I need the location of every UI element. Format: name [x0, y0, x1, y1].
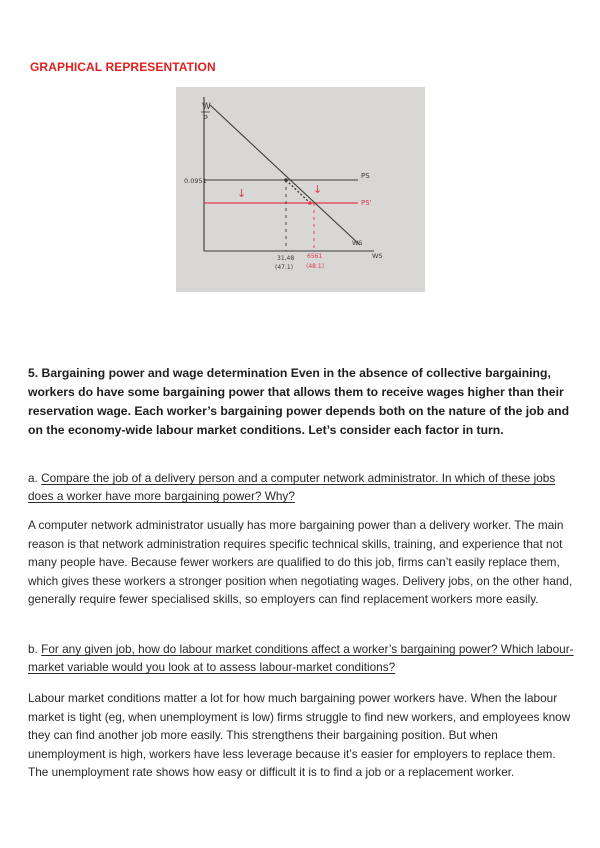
y-axis-label-top: W: [202, 102, 211, 112]
down-arrow-icon: ↓: [237, 187, 247, 200]
section-title: GRAPHICAL REPRESENTATION: [30, 60, 216, 74]
y-axis-label-bottom: P: [203, 114, 208, 123]
equilibrium-point: [308, 201, 312, 205]
answer-5a: [28, 516, 576, 609]
down-arrow-icon: ↓: [313, 183, 323, 196]
ps-prime-label: PS': [361, 199, 372, 207]
question-5b-text: For any given job, how do labour market conditions affect a worker’s bargaining power? Which labour-market variable would you look at to assess labour-market conditions?: [28, 642, 574, 674]
answer-5b-paragraph-2: The unemployment rate shows how easy or difficult it is to find a job or a replacement worker.: [28, 765, 515, 779]
shift-along-ws: [286, 180, 310, 203]
question-5b: [28, 640, 576, 676]
answer-5b: [28, 689, 576, 782]
ps-label: PS: [361, 172, 370, 180]
employment-after-label: 6561: [307, 253, 323, 260]
diagram-svg: [176, 87, 425, 292]
answer-5b-paragraph-1: Labour market conditions matter a lot for how much bargaining power workers have. When the labour market is tight (eg, when unemployment is low) firms struggle to find new workers, and employees know they can find another job more easily. This strengthens their bargaining position. But when unemployment is high, workers have less leverage because it’s easier for employers to replace them.: [28, 691, 571, 761]
answer-5a-text: A computer network administrator usually has more bargaining power than a delivery worker. The main reason is that network administration requires specific technical skills, training, and experience that not many people have. Because fewer workers are qualified to do this job, firms can’t easily replace them, which gives these workers a stronger position when negotiating wages. Delivery jobs, on the other hand, generally require fewer specialised skills, so employers can find replacement workers more easily.: [28, 518, 573, 606]
question-5a-text: Compare the job of a delivery person and a computer network administrator. In which of these jobs does a worker have more bargaining power? Why?: [28, 471, 556, 503]
question-5b-prefix: b.: [28, 642, 38, 656]
wage-level-label: 0.0951: [184, 177, 207, 185]
question-5a: [28, 469, 576, 505]
ws-curve-label: WS: [352, 239, 363, 247]
ws-axis-label: WS: [372, 252, 383, 260]
question-5-heading: 5. Bargaining power and wage determination Even in the absence of collective bargaining, workers do have some bargaining power that allows them to receive wages higher than their reservation wage. Each worker’s bargaining power depends both on the nature of the job and on the economy-wide labour market conditions. Let’s consider each factor in turn.: [28, 366, 570, 437]
wage-setting-diagram-photo: [176, 87, 425, 292]
employment-after-sub: (48.1): [306, 263, 325, 270]
employment-before-sub: (47.1): [275, 264, 294, 271]
employment-before-label: 31,48: [277, 255, 295, 262]
ws-curve: [210, 105, 360, 245]
question-5a-prefix: a.: [28, 471, 38, 485]
